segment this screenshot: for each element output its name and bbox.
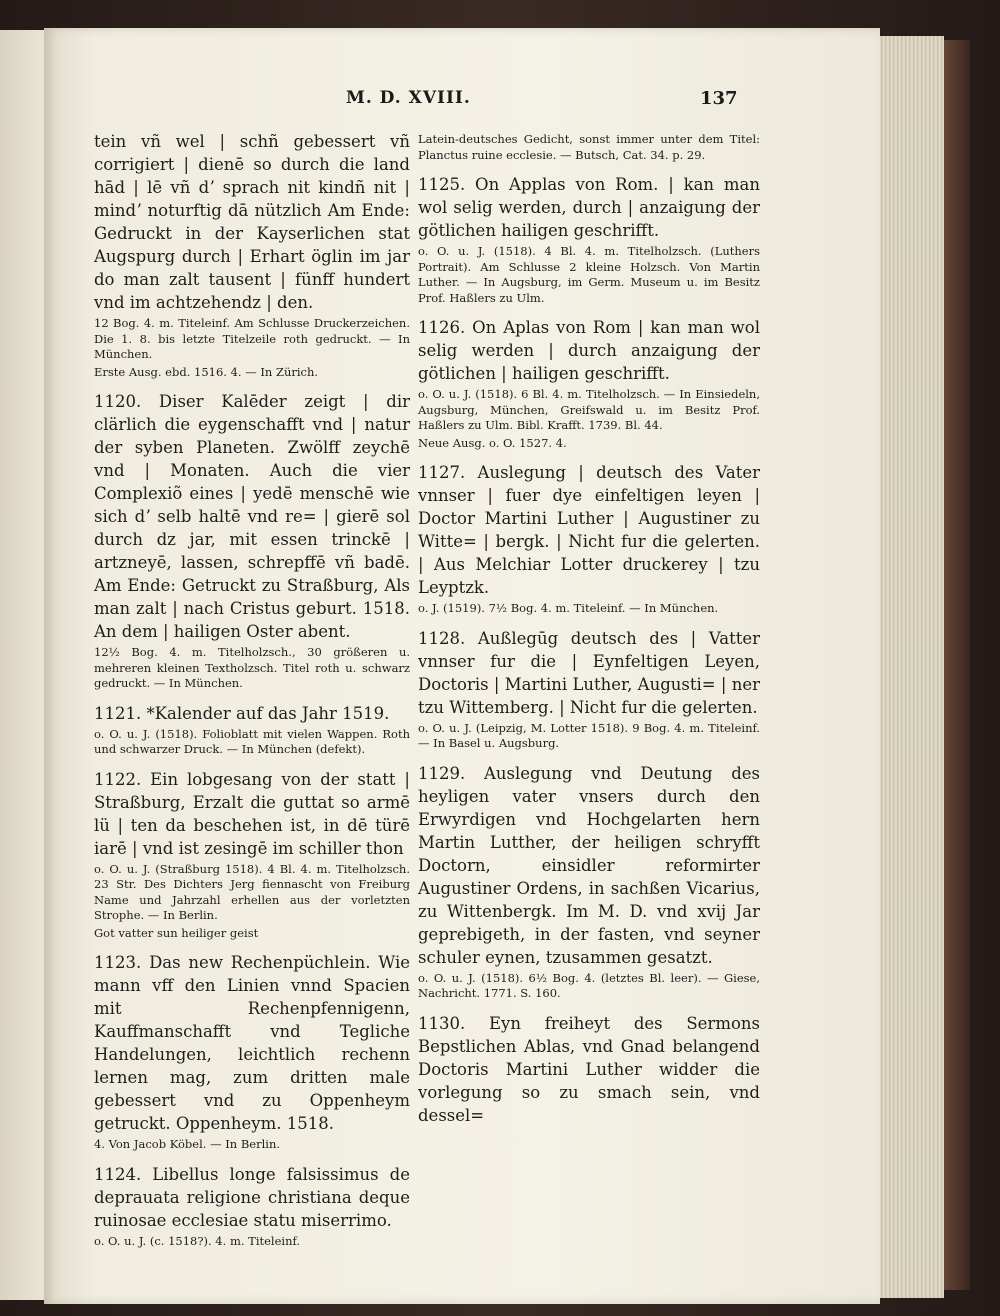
entry-title: 1127. Auslegung | deutsch des Vater vnnser | fuer dye einfeltigen leyen | Doctor Martini Luther | Augustiner zu Witte= | bergk. | Nicht fur die gelerten. | Aus Melchiar Lotter druckerey | tzu Leyptzk. — [418, 463, 760, 597]
entry-note: Erste Ausg. ebd. 1516. 4. — In Zürich. — [94, 364, 319, 379]
bibliography-entry — [94, 951, 410, 1153]
entry-note: Neue Ausg. o. O. 1527. 4. — [418, 435, 567, 450]
entry-note: 12 Bog. 4. m. Titeleinf. Am Schlusse Druckerzeichen. Die 1. 8. bis letzte Titelzeile roth gedruckt. — In München. — [94, 316, 410, 361]
bibliography-entry — [418, 762, 760, 1002]
entry-title: 1125. On Applas von Rom. | kan man wol selig werden, durch | anzaigung der götlichen hailigen geschrifft. — [418, 175, 760, 240]
entry-title: tein vñ wel | schñ gebessert vñ corrigiert | dienē so durch die land hād | lē vñ dʼ sprach nit kindñ nit | mindʼ noturftig dā nützlich Am Ende: Gedruckt in der Kayserlichen stat Augspurg durch | Erhart öglin im jar do man zalt tausent | fünff hundert vnd im achtzehendz | den. — [94, 132, 410, 312]
entry-note: o. O. u. J. (1518). 6½ Bog. 4. (letztes Bl. leer). — Giese, Nachricht. 1771. S. 160. — [418, 970, 760, 1000]
entry-note: o. O. u. J. (1518). Folioblatt mit vielen Wappen. Roth und schwarzer Druck. — In München (defekt). — [94, 726, 410, 756]
entry-title: 1124. Libellus longe falsissimus de deprauata religione christiana deque ruinosae ecclesiae statu miserrimo. — [94, 1164, 410, 1230]
left-column — [94, 130, 410, 1259]
entry-note: o. O. u. J. (Leipzig, M. Lotter 1518). 9 Bog. 4. m. Titeleinf. — In Basel u. Augsburg. — [418, 720, 760, 750]
entry-note: o. O. u. J. (Straßburg 1518). 4 Bl. 4. m. Titelholzsch. 23 Str. Des Dichters Jerg fiennascht von Freiburg Name und Jahrzahl erhellen aus der vorletzten Strophe. — In Berlin. — [94, 861, 410, 922]
entry-title: 1120. Diser Kalēder zeigt | dir clärlich die eygenschafft vnd | natur der syben Planeten. Zwölff zeychē vnd | Monaten. Auch die vier Complexiõ eines | yedē menschē wie sich dʼ selb haltē vnd re= | gierē sol durch dz jar, mit essen trinckē | artzneyē, lassen, schrepffē vñ badē. Am Ende: Getruckt zu Straßburg, Als man zalt | nach Cristus geburt. 1518. An dem | hailigen Oster abent. — [94, 392, 410, 641]
book-binding — [940, 40, 970, 1290]
entry-note: 4. Von Jacob Köbel. — In Berlin. — [94, 1137, 281, 1151]
bibliography-entry — [418, 316, 760, 451]
entry-title: 1123. Das new Rechenpüchlein. Wie mann vff den Linien vnnd Spacien mit Rechenpfennigenn, Kauffmanschafft vnd Tegliche Handelungen, leichtlich rechenn lernen mag, zum dritten male gebessert vnd zu Oppenheym getruckt. Oppenheym. 1518. — [94, 953, 410, 1133]
right-column — [418, 130, 760, 1137]
entry-note: o. J. (1519). 7½ Bog. 4. m. Titeleinf. — In München. — [418, 601, 719, 615]
entry-title: 1128. Außlegūg deutsch des | Vatter vnnser fur die | Eynfeltigen Leyen, Doctoris | Martini Luther, Augusti= | ner tzu Wittemberg. | Nicht fur die gelerten. — [418, 628, 760, 717]
entry-note: Got vatter sun heiliger geist — [94, 925, 259, 940]
entry-note: o. O. u. J. (c. 1518?). 4. m. Titeleinf. — [94, 1233, 301, 1248]
entry-title: 1130. Eyn freiheyt des Sermons Bepstlichen Ablas, vnd Gnad belangend Doctoris Martini Luther widder die vorlegung so zu smach sein, vnd dessel= — [418, 1013, 760, 1125]
bibliography-entry — [94, 702, 410, 758]
bibliography-entry — [94, 130, 410, 380]
entry-note: o. O. u. J. (1518). 6 Bl. 4. m. Titelholzsch. — In Einsiedeln, Augsburg, München, Greifswald u. im Besitz Prof. Haßlers zu Ulm. Bibl. Krafft. 1739. Bl. 44. — [418, 387, 760, 432]
bibliography-entry — [418, 1012, 760, 1127]
entry-note: 12½ Bog. 4. m. Titelholzsch., 30 größeren u. mehreren kleinen Textholzsch. Titel roth u. schwarz gedruckt. — In München. — [94, 645, 410, 690]
bibliography-entry — [418, 461, 760, 617]
running-head-title: M. D. XVIII. — [346, 88, 471, 108]
bibliography-entry — [418, 132, 760, 163]
bibliography-entry — [94, 1163, 410, 1250]
page-number: 137 — [700, 88, 738, 109]
bibliography-entry — [418, 627, 760, 752]
entry-note: o. O. u. J. (1518). 4 Bl. 4. m. Titelholzsch. (Luthers Portrait). Am Schlusse 2 kleine Holzsch. Von Martin Luther. — In Augsburg, im Germ. Museum u. im Besitz Prof. Haßlers zu Ulm. — [418, 244, 760, 305]
entry-note: Latein-deutsches Gedicht, sonst immer unter dem Titel: Planctus ruine ecclesie. — Butsch, Cat. 34. p. 29. — [418, 132, 760, 162]
entry-title: 1126. On Aplas von Rom | kan man wol selig werden | durch anzaigung der götlichen | hailigen geschrifft. — [418, 318, 760, 383]
entry-title: 1129. Auslegung vnd Deutung des heyligen vater vnsers durch den Erwyrdigen vnd Hochgelarten hern Martin Lutther, der heiligen schryfft Doctorn, einsidler reformirter Augustiner Ordens, in sachßen Vicarius, zu Wittenbergk. Im M. D. vnd xvij Jar geprebigeth, in der fasten, vnd seyner schuler eynen, tzusammen gesatzt. — [418, 763, 760, 967]
bibliography-entry — [94, 390, 410, 692]
bibliography-entry — [418, 173, 760, 306]
running-head — [94, 88, 738, 114]
entry-title: 1122. Ein lobgesang von der statt | Straßburg, Erzalt die guttat so armē lü | ten da beschehen ist, in dē türē iarē | vnd ist zesingē im schiller thon — [94, 769, 410, 858]
entry-title: 1121. *Kalender auf das Jahr 1519. — [94, 703, 390, 723]
bibliography-entry — [94, 768, 410, 942]
